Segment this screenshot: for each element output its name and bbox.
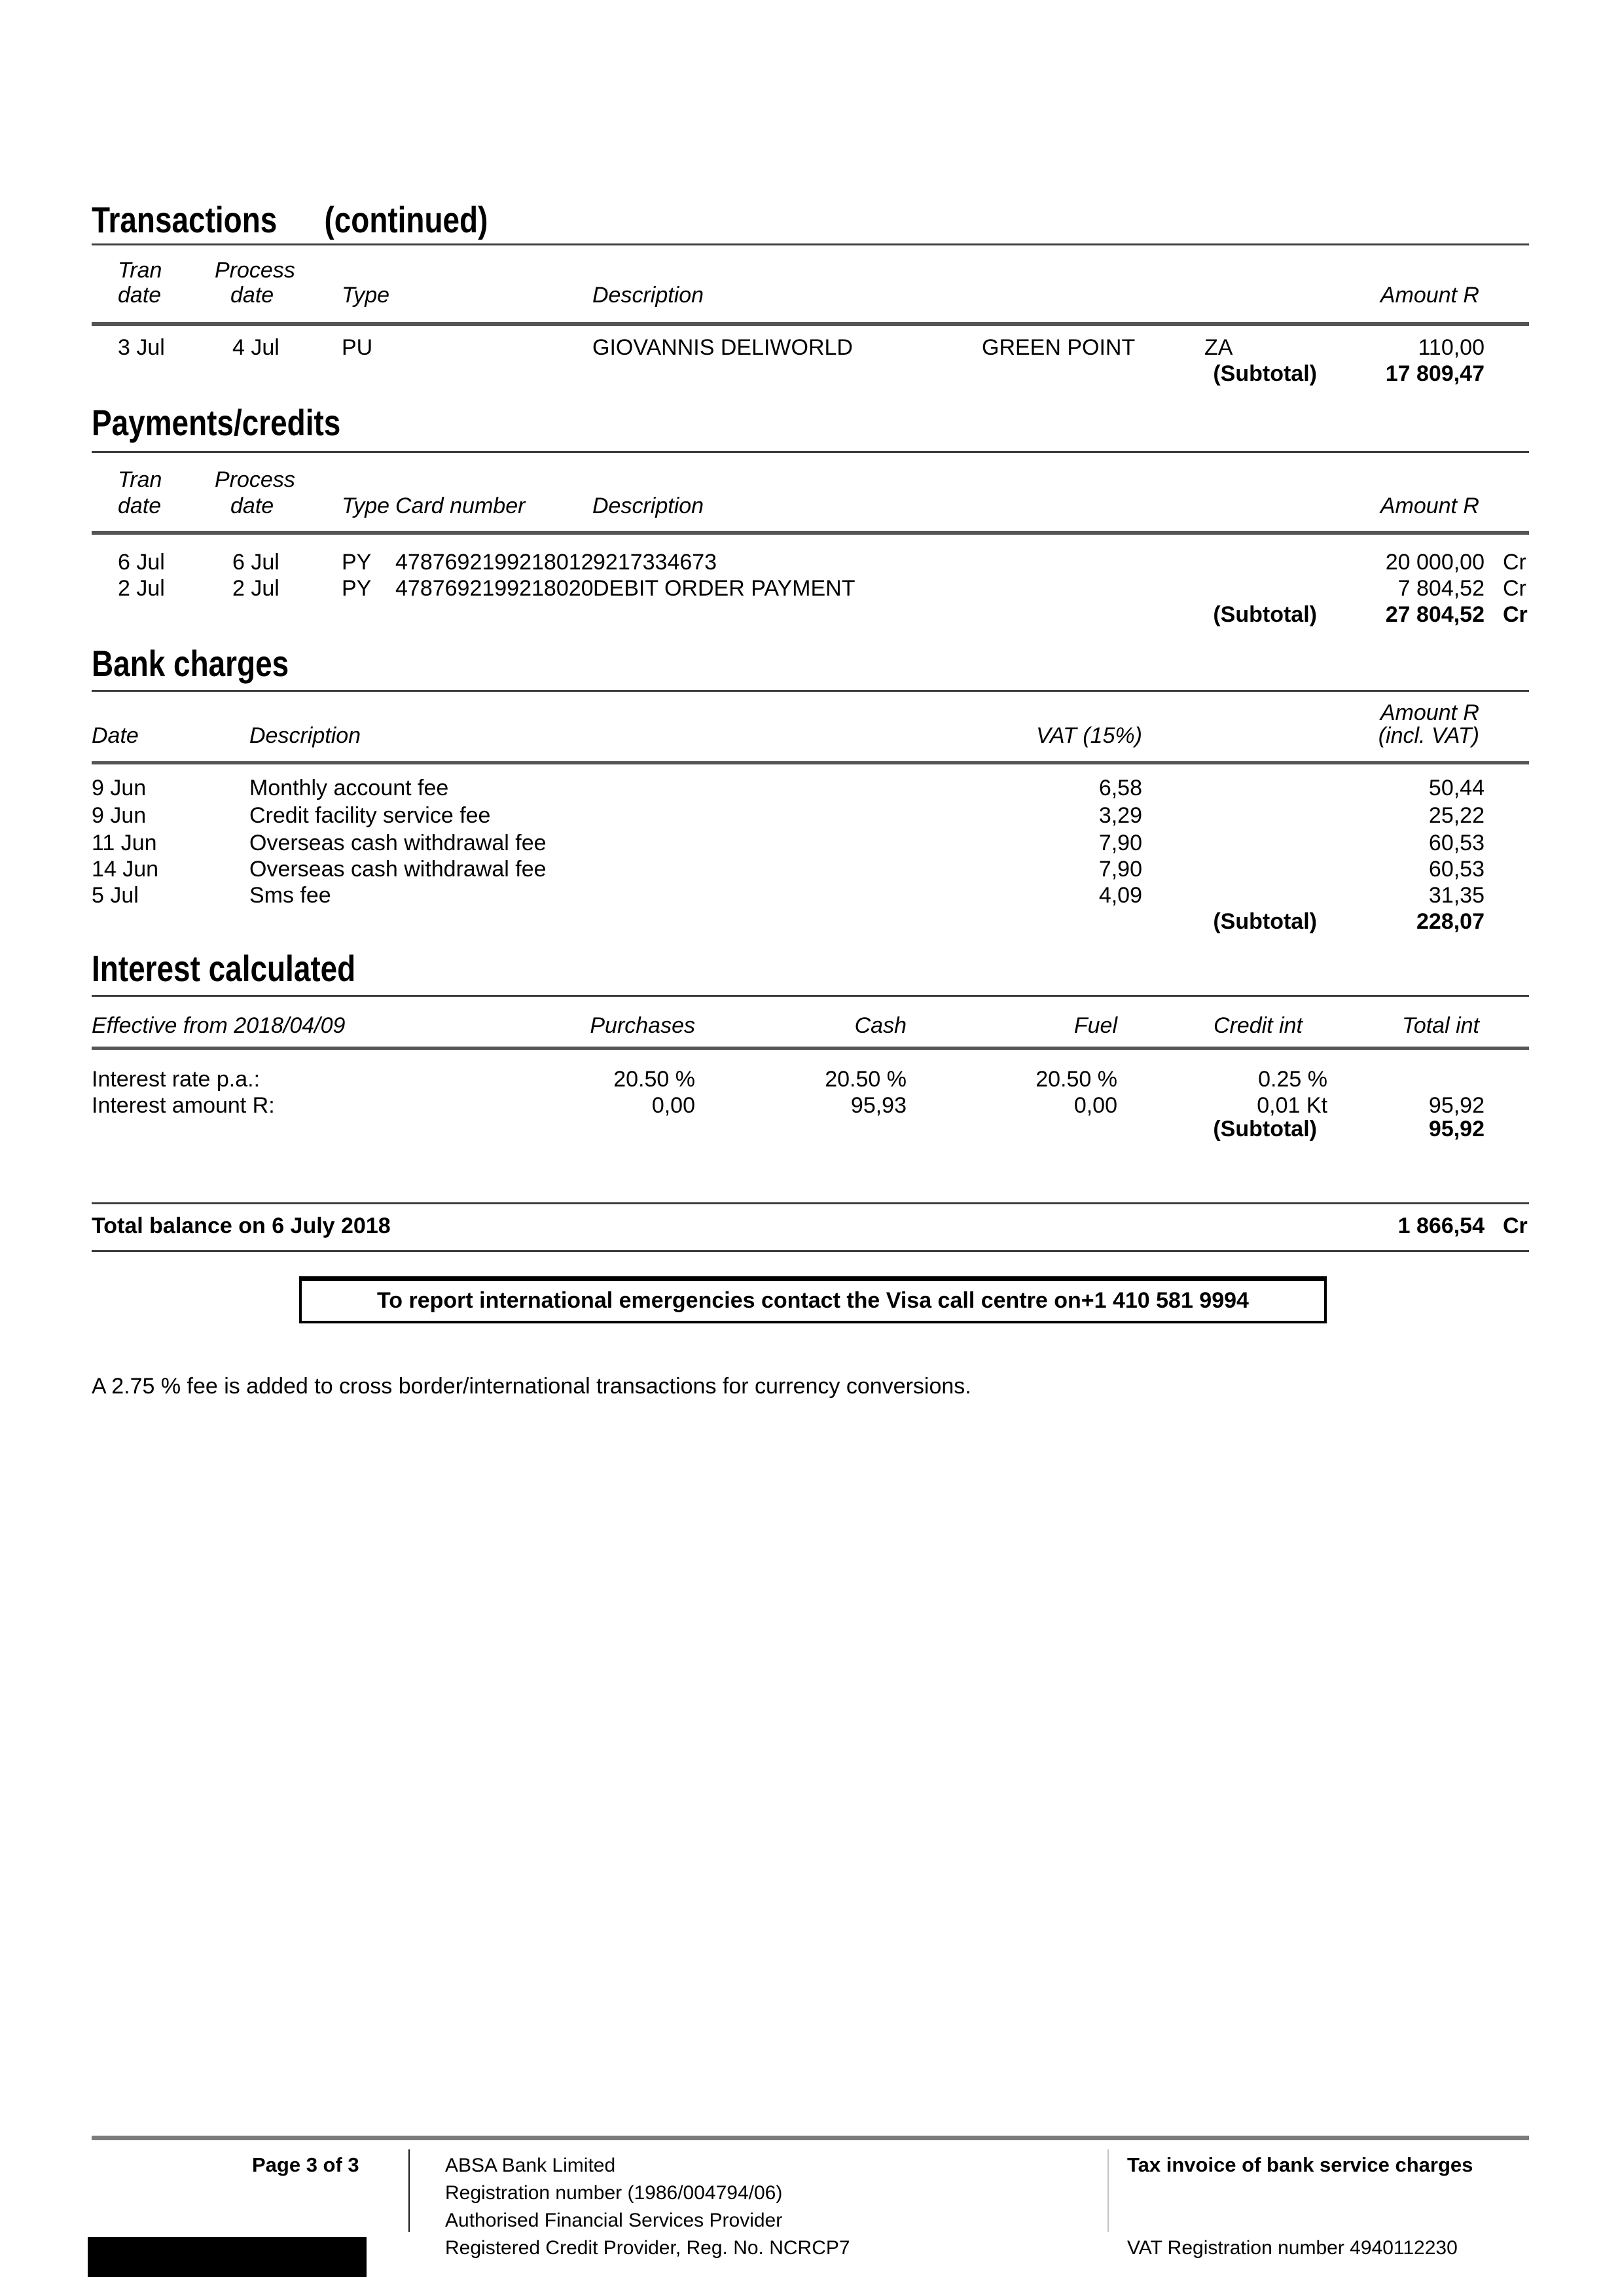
payments-row1-amount: 20 000,00 — [1385, 550, 1485, 575]
payments-row2-process-date: 2 Jul — [232, 576, 279, 601]
rule-transactions-header — [92, 322, 1529, 326]
rule-transactions-top — [92, 243, 1529, 245]
footer-bank-line-3: Authorised Financial Services Provider — [445, 2210, 783, 2231]
rule-interest-top — [92, 995, 1529, 997]
section-title-payments — [92, 404, 340, 441]
transactions-col-tran-2: date — [118, 283, 162, 308]
payments-col-tran-1: Tran — [118, 467, 162, 492]
transactions-subtotal-amount: 17 809,47 — [1385, 361, 1485, 386]
payments-col-tran-2: date — [118, 493, 162, 518]
interest-col-total: Total int — [1402, 1013, 1479, 1038]
interest-amount-purchases: 0,00 — [651, 1093, 695, 1118]
footer-vat-line: VAT Registration number 4940112230 — [1127, 2237, 1458, 2259]
payments-row2-type: PY — [342, 576, 372, 601]
payments-row2-card: 4787692199218020 — [395, 576, 594, 601]
rule-balance-top — [92, 1202, 1529, 1204]
bank-charges-row3-vat: 7,90 — [1098, 831, 1142, 855]
payments-row1-description: 9217334673 — [593, 550, 717, 575]
payments-row2-indicator: Cr — [1503, 576, 1526, 601]
transactions-col-type: Type — [342, 283, 390, 308]
bank-charges-row4-amount: 60,53 — [1428, 857, 1485, 882]
bank-charges-row5-date: 5 Jul — [92, 883, 139, 908]
emergency-notice-text: To report international emergencies contact the Visa call centre on+1 410 581 9994 — [377, 1288, 1249, 1313]
payments-row1-type: PY — [342, 550, 372, 575]
transactions-row-country: ZA — [1204, 335, 1233, 360]
interest-col-credit: Credit int — [1213, 1013, 1303, 1038]
payments-col-amount: Amount R — [1380, 493, 1479, 518]
footer-tax-title: Tax invoice of bank service charges — [1127, 2153, 1473, 2176]
interest-rate-label: Interest rate p.a.: — [92, 1067, 261, 1092]
bank-charges-row3-description: Overseas cash withdrawal fee — [249, 831, 547, 855]
section-title-interest — [92, 950, 355, 987]
interest-subtotal-amount: 95,92 — [1428, 1117, 1485, 1141]
payments-col-card: Card number — [395, 493, 526, 518]
bank-charges-row1-amount: 50,44 — [1428, 776, 1485, 800]
interest-amount-cash: 95,93 — [850, 1093, 907, 1118]
payments-row2-amount: 7 804,52 — [1397, 576, 1485, 601]
transactions-subtotal-label: (Subtotal) — [1213, 361, 1317, 386]
bank-charges-row2-date: 9 Jun — [92, 803, 147, 828]
rule-interest-header — [92, 1047, 1529, 1050]
transactions-row-type: PU — [342, 335, 373, 360]
transactions-row-tran-date: 3 Jul — [118, 335, 165, 360]
bank-charges-title: Bank charges — [92, 643, 289, 684]
interest-rate-credit: 0.25 % — [1258, 1067, 1327, 1092]
interest-rate-cash: 20.50 % — [825, 1067, 907, 1092]
bank-charges-row3-amount: 60,53 — [1428, 831, 1485, 855]
bank-charges-col-description: Description — [249, 723, 361, 748]
footer-bank-line-2: Registration number (1986/004794/06) — [445, 2182, 783, 2204]
bank-charges-col-amount-1: Amount R — [1380, 700, 1479, 725]
footer-divider-left — [408, 2149, 410, 2232]
payments-col-description: Description — [592, 493, 704, 518]
bank-charges-row5-vat: 4,09 — [1098, 883, 1142, 908]
transactions-col-description: Description — [592, 283, 704, 308]
bank-charges-col-amount-2: (incl. VAT) — [1378, 723, 1479, 748]
transactions-row-description: GIOVANNIS DELIWORLD — [592, 335, 853, 360]
interest-amount-label: Interest amount R: — [92, 1093, 275, 1118]
fee-note: A 2.75 % fee is added to cross border/international transactions for currency conversions. — [92, 1374, 971, 1399]
payments-col-process-1: Process — [215, 467, 295, 492]
transactions-col-process-1: Process — [215, 258, 295, 283]
rule-payments-header — [92, 531, 1529, 535]
rule-bank-charges-top — [92, 690, 1529, 692]
interest-rate-fuel: 20.50 % — [1035, 1067, 1117, 1092]
footer-divider-right — [1107, 2149, 1109, 2232]
bank-charges-row1-description: Monthly account fee — [249, 776, 449, 800]
bank-charges-row2-vat: 3,29 — [1098, 803, 1142, 828]
payments-subtotal-amount: 27 804,52 — [1385, 602, 1485, 627]
payments-title: Payments/credits — [92, 402, 341, 443]
footer-bank-line-4: Registered Credit Provider, Reg. No. NCRCP7 — [445, 2237, 850, 2259]
footer-page-number: Page 3 of 3 — [252, 2153, 359, 2176]
transactions-title: Transactions — [92, 199, 278, 240]
bank-charges-subtotal-label: (Subtotal) — [1213, 909, 1317, 934]
bank-charges-row4-date: 14 Jun — [92, 857, 159, 882]
bank-charges-row2-amount: 25,22 — [1428, 803, 1485, 828]
payments-row1-process-date: 6 Jul — [232, 550, 279, 575]
transactions-col-tran-1: Tran — [118, 258, 162, 283]
bank-charges-col-vat: VAT (15%) — [1036, 723, 1142, 748]
transactions-row-city: GREEN POINT — [982, 335, 1136, 360]
interest-col-effective: Effective from 2018/04/09 — [92, 1013, 346, 1038]
transactions-col-amount: Amount R — [1380, 283, 1479, 308]
bank-charges-row5-amount: 31,35 — [1428, 883, 1485, 908]
interest-title: Interest calculated — [92, 948, 356, 989]
bank-charges-row1-date: 9 Jun — [92, 776, 147, 800]
footer-bank-line-1: ABSA Bank Limited — [445, 2155, 616, 2176]
total-balance-indicator: Cr — [1503, 1213, 1528, 1238]
bank-charges-row4-vat: 7,90 — [1098, 857, 1142, 882]
bank-charges-row4-description: Overseas cash withdrawal fee — [249, 857, 547, 882]
payments-row1-card: 4787692199218012 — [395, 550, 594, 575]
payments-col-process-2: date — [230, 493, 274, 518]
emergency-notice-box — [299, 1276, 1327, 1323]
rule-bank-charges-header — [92, 761, 1529, 764]
bank-charges-row3-date: 11 Jun — [92, 831, 157, 855]
rule-footer — [92, 2136, 1529, 2140]
interest-amount-fuel: 0,00 — [1073, 1093, 1117, 1118]
bank-charges-row2-description: Credit facility service fee — [249, 803, 491, 828]
section-title-transactions — [92, 199, 488, 240]
interest-col-fuel: Fuel — [1073, 1013, 1117, 1038]
transactions-title-suffix: (continued) — [324, 199, 488, 240]
rule-payments-top — [92, 451, 1529, 453]
payments-subtotal-label: (Subtotal) — [1213, 602, 1317, 627]
interest-rate-purchases: 20.50 % — [613, 1067, 695, 1092]
bank-charges-col-date: Date — [92, 723, 139, 748]
interest-col-cash: Cash — [854, 1013, 907, 1038]
interest-col-purchases: Purchases — [590, 1013, 695, 1038]
section-title-bank-charges — [92, 645, 289, 682]
bank-charges-row5-description: Sms fee — [249, 883, 331, 908]
payments-subtotal-indicator: Cr — [1503, 602, 1528, 627]
redacted-account-block — [88, 2237, 367, 2277]
payments-row1-tran-date: 6 Jul — [118, 550, 165, 575]
interest-amount-total: 95,92 — [1428, 1093, 1485, 1118]
payments-row1-indicator: Cr — [1503, 550, 1526, 575]
payments-row2-tran-date: 2 Jul — [118, 576, 165, 601]
interest-subtotal-label: (Subtotal) — [1213, 1117, 1317, 1141]
bank-charges-subtotal-amount: 228,07 — [1416, 909, 1485, 934]
payments-row2-description: DEBIT ORDER PAYMENT — [593, 576, 855, 601]
total-balance-label: Total balance on 6 July 2018 — [92, 1213, 391, 1238]
total-balance-amount: 1 866,54 — [1397, 1213, 1485, 1238]
transactions-row-amount: 110,00 — [1418, 335, 1485, 360]
interest-amount-credit: 0,01 Kt — [1257, 1093, 1327, 1118]
rule-balance-bottom — [92, 1250, 1529, 1252]
transactions-col-process-2: date — [230, 283, 274, 308]
payments-col-type: Type — [342, 493, 390, 518]
transactions-row-process-date: 4 Jul — [232, 335, 279, 360]
bank-charges-row1-vat: 6,58 — [1098, 776, 1142, 800]
